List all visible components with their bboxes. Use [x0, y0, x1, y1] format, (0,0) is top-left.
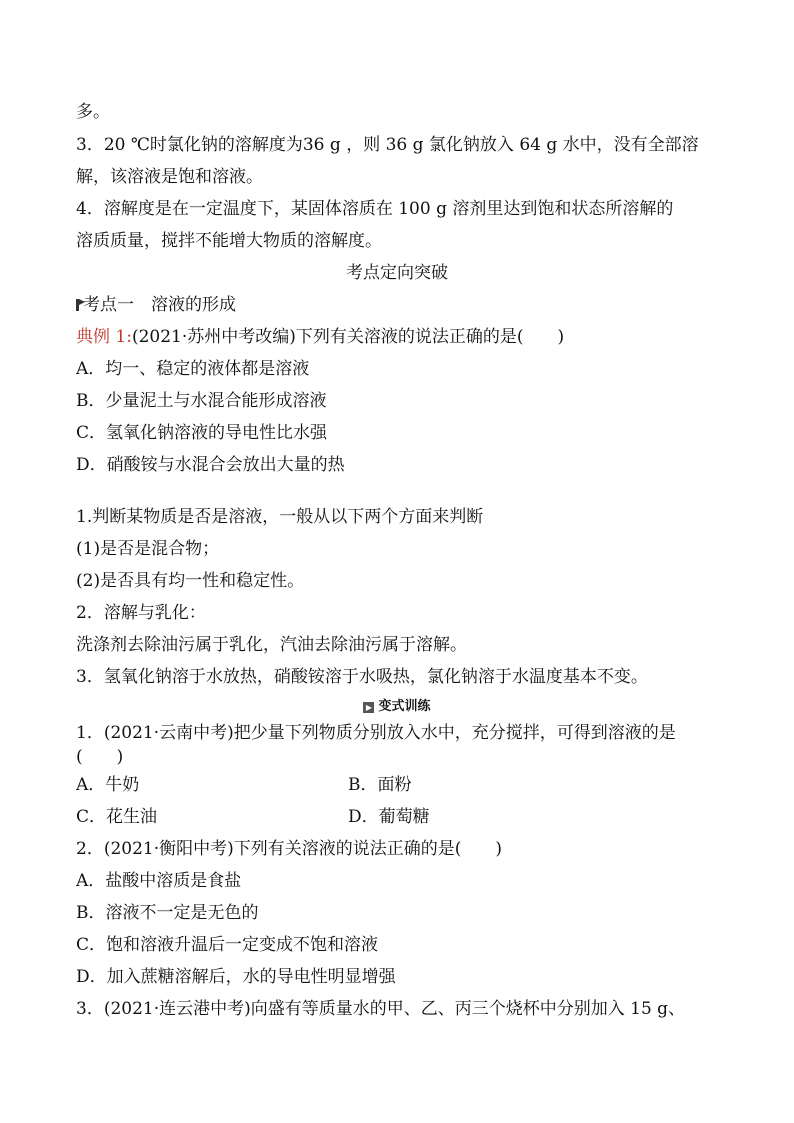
practice-q3: 3．(2021·连云港中考)向盛有等质量水的甲、乙、丙三个烧杯中分别加入 15 g、 — [76, 999, 686, 1019]
q2-option-a: A．盐酸中溶质是食盐 — [76, 871, 242, 891]
q1-option-a: A．牛奶 — [76, 775, 140, 795]
note-1: 1.判断某物质是否是溶液，一般从以下两个方面来判断 — [76, 507, 484, 527]
intro-item-3: 3．20 ℃时氯化钠的溶解度为36 g ，则 36 g 氯化钠放入 64 g 水中，没有全部溶 — [76, 135, 699, 155]
example-question: (2021·苏州中考改编)下列有关溶液的说法正确的是( ) — [131, 327, 565, 347]
practice-q1: 1．(2021·云南中考)把少量下列物质分别放入水中，充分搅拌，可得到溶液的是 — [76, 723, 676, 743]
practice-heading — [0, 696, 794, 718]
note-1b: (2)是否具有均一性和稳定性。 — [76, 571, 305, 591]
intro-item-3-cont: 解，该溶液是饱和溶液。 — [76, 167, 263, 187]
intro-item-4: 4．溶解度是在一定温度下，某固体溶质在 100 g 溶剂里达到饱和状态所溶解的 — [76, 199, 674, 219]
note-3: 3．氢氧化钠溶于水放热，硝酸铵溶于水吸热，氯化钠溶于水温度基本不变。 — [76, 667, 648, 687]
note-1a: (1)是否是混合物； — [76, 539, 220, 559]
example-option-a: A．均一、稳定的液体都是溶液 — [76, 359, 310, 379]
q2-option-d: D．加入蔗糖溶解后，水的导电性明显增强 — [76, 967, 396, 987]
example-option-b: B．少量泥土与水混合能形成溶液 — [76, 391, 327, 411]
practice-q2: 2．(2021·衡阳中考)下列有关溶液的说法正确的是( ) — [76, 839, 503, 859]
example-option-c: C．氢氧化钠溶液的导电性比水强 — [76, 423, 328, 443]
q1-option-d: D．葡萄糖 — [348, 807, 430, 827]
example-option-d: D．硝酸铵与水混合会放出大量的热 — [76, 455, 345, 475]
topic-heading — [76, 294, 236, 316]
intro-item-4-cont: 溶质质量，搅拌不能增大物质的溶解度。 — [76, 231, 382, 251]
section-title: 考点定向突破 — [346, 263, 448, 283]
q1-option-c: C．花生油 — [76, 807, 158, 827]
practice-q1-row2 — [76, 806, 430, 828]
example-stem — [76, 326, 564, 348]
q2-option-b: B．溶液不一定是无色的 — [76, 903, 259, 923]
practice-icon: ▶ — [363, 702, 374, 713]
intro-line: 多。 — [76, 102, 110, 122]
note-2a: 洗涤剂去除油污属于乳化，汽油去除油污属于溶解。 — [76, 635, 467, 655]
note-2: 2．溶解与乳化： — [76, 603, 206, 623]
q1-option-b: B．面粉 — [348, 775, 412, 795]
practice-q1-paren: ( ) — [76, 747, 124, 767]
q2-option-c: C．饱和溶液升温后一定变成不饱和溶液 — [76, 935, 379, 955]
flag-icon — [76, 299, 79, 311]
topic-title: 考点一 溶液的形成 — [83, 295, 236, 315]
practice-q1-row1 — [76, 774, 412, 796]
example-label: 典例 1: — [76, 327, 132, 347]
practice-heading-text: 变式训练 — [378, 699, 431, 714]
